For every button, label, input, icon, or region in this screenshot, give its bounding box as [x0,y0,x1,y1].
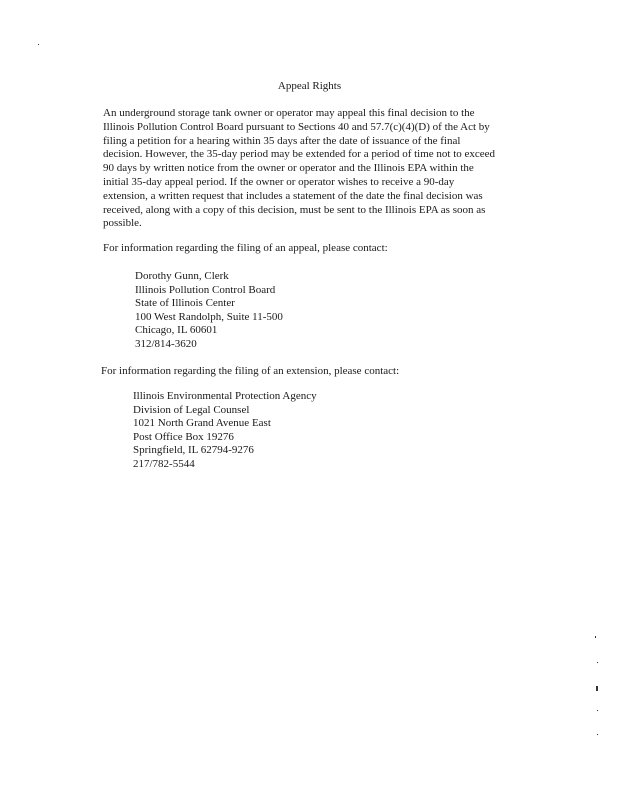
paragraph-line: possible. [103,217,142,230]
scan-speck [597,662,598,663]
address-line: 217/782-5544 [133,457,195,470]
appeal-contact-lead: For information regarding the filing of an appeal, please contact: [103,242,388,254]
address-line: Chicago, IL 60601 [135,324,218,337]
appeal-contact-address [135,270,283,352]
address-line: 312/814-3620 [135,337,197,350]
scan-speck [595,636,596,638]
address-line: Division of Legal Counsel [133,403,250,416]
extension-contact-lead: For information regarding the filing of an extension, please contact: [101,365,400,377]
paragraph-line: received, along with a copy of this decision, must be sent to the Illinois EPA as soon as [103,203,486,216]
address-line: Illinois Environmental Protection Agency [133,390,317,402]
extension-contact-address [133,390,317,472]
address-line: 100 West Randolph, Suite 11-500 [135,310,283,323]
page-title: Appeal Rights [277,80,342,92]
paragraph-line: initial 35-day appeal period. If the owner or operator wishes to receive a 90-day [103,175,455,188]
paragraph-line: filing a petition for a hearing within 35 days after the date of issuance of the final [103,134,461,147]
paragraph-line: Illinois Pollution Control Board pursuant to Sections 40 and 57.7(c)(4)(D) of the Act by [103,120,490,133]
address-line: 1021 North Grand Avenue East [133,417,271,430]
address-line: Dorothy Gunn, Clerk [135,270,229,282]
paragraph-line: 90 days by written notice from the owner or operator and the Illinois EPA within the [103,162,474,175]
scan-speck [597,734,598,735]
paragraph-line: extension, a written request that includes a statement of the date the final decision was [103,189,483,202]
paragraph-line: An underground storage tank owner or operator may appeal this final decision to the [103,107,475,119]
appeal-rights-paragraph [103,107,533,231]
address-line: State of Illinois Center [135,297,235,310]
address-line: Illinois Pollution Control Board [135,283,276,296]
address-line: Springfield, IL 62794-9276 [133,444,254,457]
paragraph-line: decision. However, the 35-day period may be extended for a period of time not to exceed [103,148,496,161]
scan-speck [38,44,39,45]
address-line: Post Office Box 19276 [133,430,234,443]
scan-speck [597,710,598,711]
scan-speck [596,686,598,691]
